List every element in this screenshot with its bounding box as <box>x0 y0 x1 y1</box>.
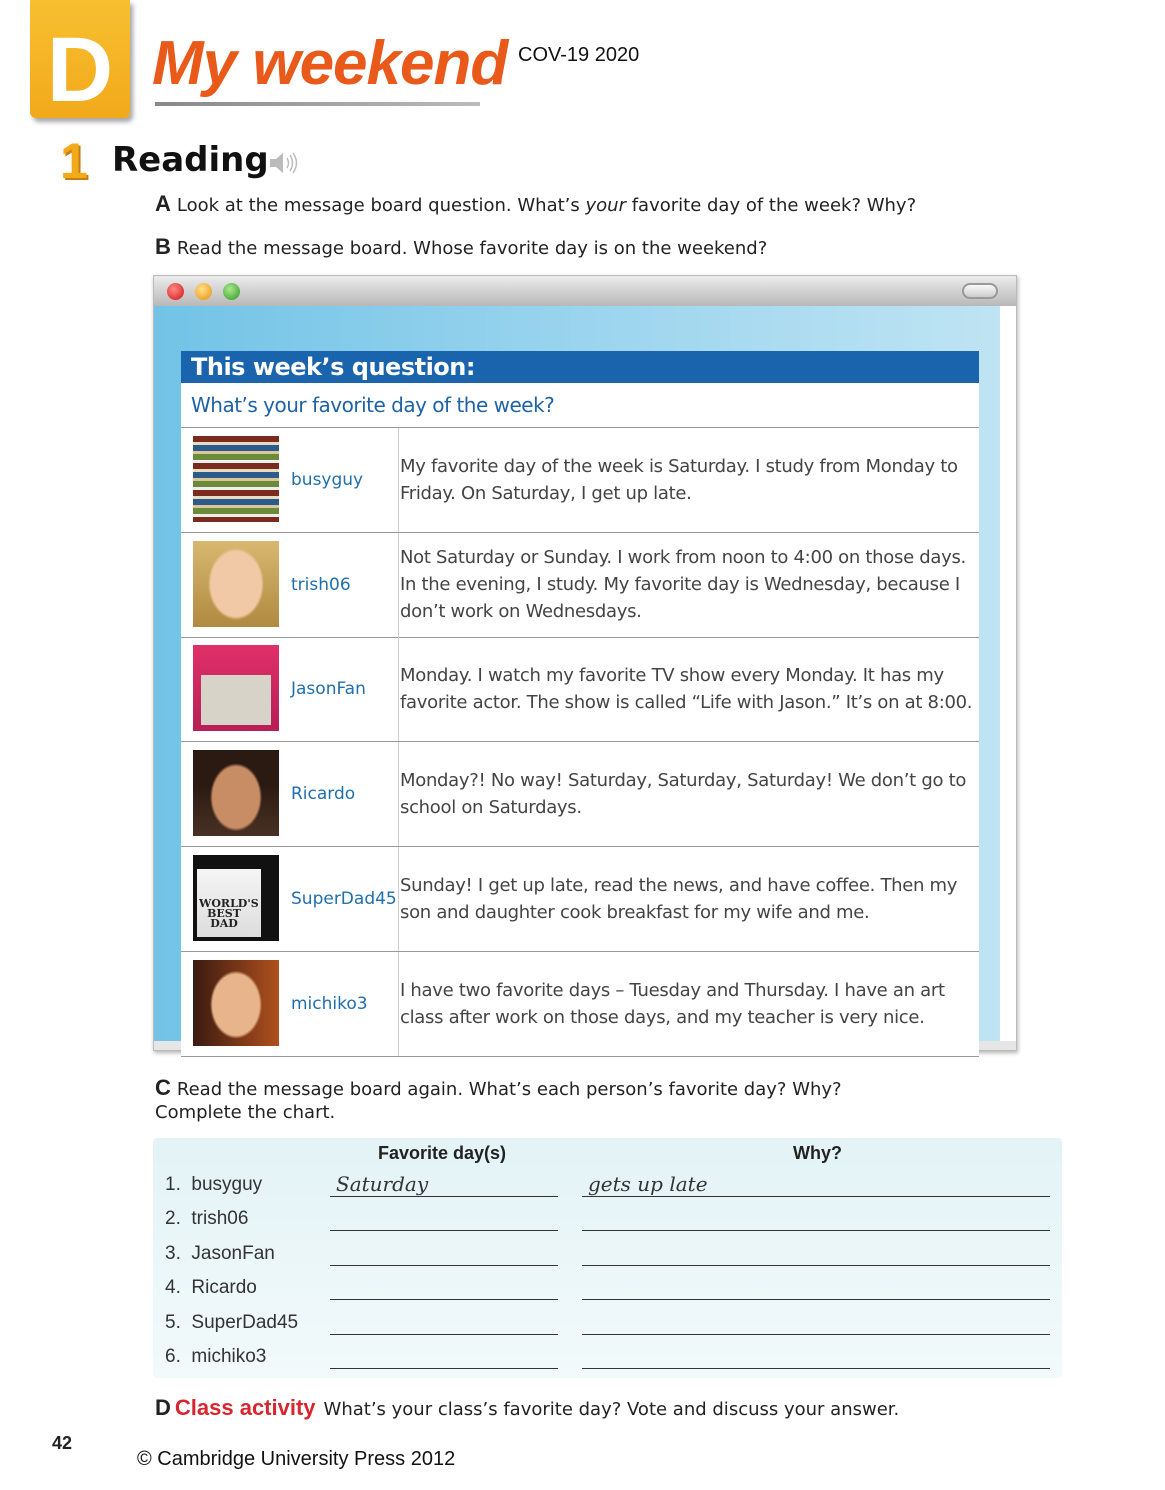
day-answer-line[interactable] <box>330 1196 558 1197</box>
chart-row <box>153 1346 1062 1380</box>
post-text <box>400 428 975 532</box>
board-post <box>181 533 979 638</box>
post-text <box>400 952 975 1056</box>
instruction-a <box>155 191 916 217</box>
woman-photo <box>193 960 279 1046</box>
why-answer[interactable]: gets up late <box>588 1172 708 1196</box>
chart-row-label: 3. JasonFan <box>165 1242 275 1264</box>
board-post <box>181 847 979 952</box>
instruction-letter: C <box>155 1075 171 1100</box>
post-body: Not Saturday or Sunday. I work from noon to 4:00 on those days. In the evening, I study. My favorite day is Wednesday, because I don’t work on Wednesdays. <box>400 547 966 623</box>
chart-row-label: 6. michiko3 <box>165 1346 267 1367</box>
day-answer-line[interactable] <box>330 1368 558 1369</box>
board-post <box>181 742 979 847</box>
chart-row <box>153 1277 1062 1311</box>
books-photo <box>193 436 279 522</box>
chart-row-label: 1. busyguy <box>165 1174 263 1195</box>
tv-photo <box>193 645 279 731</box>
column-divider <box>398 637 399 741</box>
mug-text: WORLD'S BEST DAD <box>199 896 259 930</box>
column-divider <box>398 847 399 951</box>
post-username[interactable]: Ricardo <box>291 784 356 805</box>
zoom-window-button[interactable] <box>223 283 240 300</box>
instruction-c-line2: Complete the chart. <box>155 1102 336 1123</box>
section-number: 1 <box>60 133 88 189</box>
activity-text: What’s your class’s favorite day? Vote and discuss your answer. <box>323 1399 900 1420</box>
post-username[interactable]: trish06 <box>291 574 351 595</box>
post-body: Monday?! No way! Saturday, Saturday, Saturday! We don’t go to school on Saturdays. <box>400 770 967 819</box>
post-username[interactable]: SuperDad45 <box>291 888 397 909</box>
board-question: What’s your favorite day of the week? <box>181 383 979 428</box>
chart-header-why: Why? <box>793 1143 842 1163</box>
minimize-window-button[interactable] <box>195 283 212 300</box>
post-body: I have two favorite days – Tuesday and Thursday. I have an art class after work on those days, and my teacher is very nice. <box>400 979 945 1028</box>
instruction-text: Look at the message board question. What’s <box>176 195 586 216</box>
page-title: My weekend <box>152 29 508 98</box>
post-text <box>400 847 975 951</box>
message-board-window <box>153 275 1017 1051</box>
chart-row-label: 4. Ricardo <box>165 1277 257 1299</box>
day-answer-line[interactable] <box>330 1299 558 1300</box>
instruction-b <box>155 234 767 260</box>
column-divider <box>398 428 399 532</box>
post-text <box>400 533 975 637</box>
post-username[interactable]: busyguy <box>291 470 364 490</box>
why-answer-line[interactable] <box>582 1196 1050 1197</box>
window-titlebar <box>154 276 1016 306</box>
chart-header-day: Favorite day(s) <box>378 1143 507 1163</box>
instruction-text: Read the message board. Whose favorite day is on the weekend? <box>176 238 768 259</box>
post-text <box>400 742 975 846</box>
why-answer-line[interactable] <box>582 1265 1050 1266</box>
day-answer-line[interactable] <box>330 1334 558 1335</box>
chart-row-label: 5. SuperDad45 <box>165 1311 299 1333</box>
board-heading: This week’s question: <box>181 351 979 383</box>
column-divider <box>398 742 399 846</box>
man-photo <box>193 750 279 836</box>
chart-row <box>153 1208 1062 1242</box>
why-answer-line[interactable] <box>582 1230 1050 1231</box>
speaker-icon[interactable] <box>268 150 298 176</box>
tag-text: COV-19 2020 <box>518 44 640 66</box>
post-username[interactable]: JasonFan <box>291 679 366 700</box>
post-body: My favorite day of the week is Saturday. I study from Monday to Friday. On Saturday, I get up late. <box>400 456 958 504</box>
activity-title: Class activity <box>174 1395 316 1420</box>
copyright: © Cambridge University Press 2012 <box>137 1448 456 1470</box>
woman-photo <box>193 541 279 627</box>
mug-photo <box>193 855 279 941</box>
day-answer-line[interactable] <box>330 1265 558 1266</box>
board-post <box>181 637 979 742</box>
close-window-button[interactable] <box>167 283 184 300</box>
post-username[interactable]: michiko3 <box>291 993 368 1014</box>
why-answer-line[interactable] <box>582 1299 1050 1300</box>
page-number: 42 <box>52 1433 73 1453</box>
post-text <box>400 637 975 741</box>
answer-chart <box>153 1138 1062 1378</box>
post-body: Sunday! I get up late, read the news, and have coffee. Then my son and daughter cook breakfast for my wife and me. <box>400 874 958 923</box>
class-activity <box>155 1395 899 1421</box>
instruction-c <box>155 1075 842 1101</box>
why-answer-line[interactable] <box>582 1334 1050 1335</box>
toolbar-toggle-button[interactable] <box>962 283 998 299</box>
title-underline <box>155 102 480 106</box>
chart-row <box>153 1174 1062 1208</box>
message-board <box>181 351 979 1056</box>
instruction-letter: D <box>155 1395 171 1420</box>
why-answer-line[interactable] <box>582 1368 1050 1369</box>
instruction-text: favorite day of the week? Why? <box>625 195 917 216</box>
chart-row <box>153 1243 1062 1277</box>
board-post <box>181 952 979 1057</box>
board-post <box>181 428 979 533</box>
day-answer-line[interactable] <box>330 1230 558 1231</box>
day-answer[interactable]: Saturday <box>336 1172 429 1196</box>
window-content <box>154 306 1000 1041</box>
section-title: Reading <box>112 140 269 180</box>
scrollbar[interactable] <box>1000 306 1016 1041</box>
instruction-letter: A <box>155 191 171 216</box>
post-body: Monday. I watch my favorite TV show every Monday. It has my favorite actor. The show is called “Life with Jason.” It’s on at 8:00. <box>400 665 973 714</box>
instruction-text: Read the message board again. What’s each person’s favorite day? Why? <box>176 1079 842 1100</box>
chart-row <box>153 1312 1062 1346</box>
column-divider <box>398 533 399 637</box>
chart-row-label: 2. trish06 <box>165 1208 249 1230</box>
unit-letter-badge: D <box>30 0 130 118</box>
instruction-emphasis: your <box>585 195 626 216</box>
instruction-letter: B <box>155 234 171 259</box>
column-divider <box>398 952 399 1056</box>
